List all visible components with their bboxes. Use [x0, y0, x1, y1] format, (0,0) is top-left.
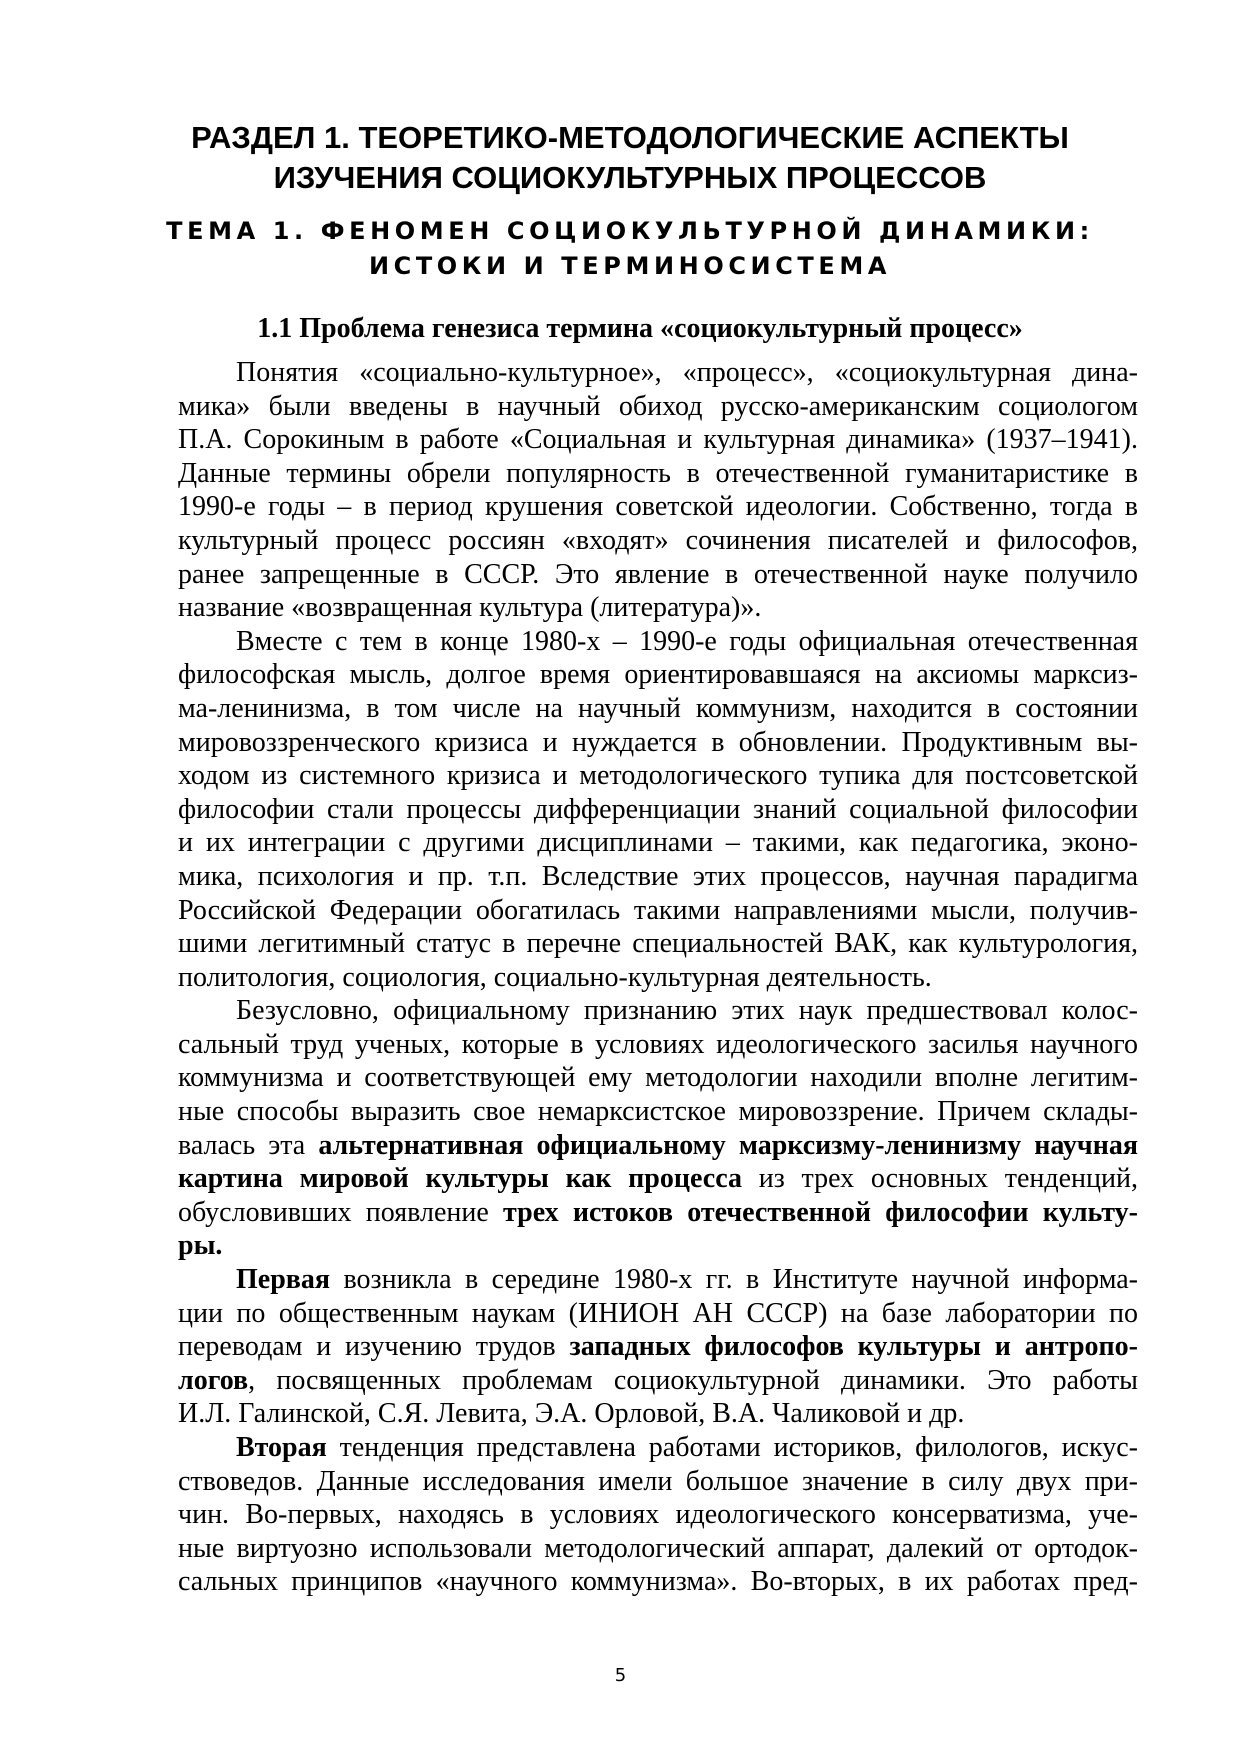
text-line: Вместе с тем в конце 1980-х – 1990-е годы официальная отечественная: [236, 625, 1138, 657]
text-line: Безусловно, официальному признанию этих наук предшествовал колос-: [236, 995, 1138, 1027]
text-line: философии стали процессы дифференциации знаний социальной философии: [178, 793, 1138, 825]
text-line: ствоведов. Данные исследования имели большое значение в силу двух при-: [178, 1465, 1138, 1497]
topic-title-line-2: ИСТОКИ И ТЕРМИНОСИСТЕМА: [368, 252, 892, 280]
emphasis-text: картина мировой культуры как процесса: [178, 1163, 742, 1195]
section-title-line-2: ИЗУЧЕНИЯ СОЦИОКУЛЬТУРНЫХ ПРОЦЕССОВ: [273, 160, 987, 195]
text-line: И.Л. Галинской, С.Я. Левита, Э.А. Орловой, В.А. Чаликовой и др.: [178, 1398, 965, 1430]
text-line: мика» были введены в научный обиход русско-американским социологом: [178, 390, 1138, 422]
text-line: и их интеграции с другими дисциплинами – такими, как педагогика, эконо-: [178, 827, 1138, 859]
text-line: [178, 1263, 1138, 1297]
emphasis-text: логов: [178, 1364, 249, 1396]
emphasis-text: западных философов культуры и антропо-: [569, 1331, 1138, 1363]
section-title-line-1: РАЗДЕЛ 1. ТЕОРЕТИКО-МЕТОДОЛОГИЧЕСКИЕ АСПЕКТЫ: [191, 120, 1069, 155]
text-line: ные виртуозно использовали методологический аппарат, далекий от ортодок-: [178, 1532, 1138, 1564]
text-run: , посвященных проблемам социокультурной динамики. Это работы: [248, 1364, 1138, 1396]
text-line: коммунизма и соответствующей ему методологии находили вполне легитим-: [178, 1062, 1138, 1094]
text-line: [178, 1229, 1138, 1263]
page-number: 5: [614, 1665, 627, 1686]
text-line: чин. Во-первых, находясь в условиях идеологического консерватизма, уче-: [178, 1499, 1138, 1531]
text-line: мировоззренческого кризиса и нуждается в обновлении. Продуктивным вы-: [178, 726, 1138, 758]
body-text: [178, 356, 1138, 1599]
text-line: философская мысль, долгое время ориентировавшаяся на аксиомы марксиз-: [178, 659, 1138, 691]
text-line: [178, 1330, 1138, 1364]
text-line: политология, социология, социально-культурная деятельность.: [178, 961, 932, 993]
text-run: переводам и изучению трудов: [178, 1331, 570, 1363]
subsection-title: 1.1 Проблема генезиса термина «социокультурный процесс»: [257, 313, 1023, 344]
text-line: [178, 1364, 1138, 1398]
text-line: [178, 1162, 1138, 1196]
emphasis-text: Вторая: [236, 1432, 327, 1463]
emphasis-text: альтернативная официальному марксизму-ленинизму научная: [318, 1129, 1138, 1161]
text-run: обусловивших появление: [178, 1196, 504, 1228]
text-line: П.А. Сорокиным в работе «Социальная и культурная динамика» (1937–1941).: [178, 424, 1138, 456]
text-run: возникла в середине 1980-х гг. в Институте научной информа-: [330, 1264, 1138, 1296]
text-line: Российской Федерации обогатилась такими направлениями мысли, получив-: [178, 894, 1138, 926]
text-line: культурный процесс россиян «входят» сочинения писателей и философов,: [178, 524, 1138, 556]
text-line: [178, 1431, 1138, 1465]
topic-title: [150, 214, 1110, 284]
text-run: валась эта: [178, 1129, 319, 1161]
text-line: название «возвращенная культура (литература)».: [178, 592, 762, 624]
section-title: [150, 118, 1110, 198]
text-line: Данные термины обрели популярность в отечественной гуманитаристике в: [178, 457, 1138, 489]
topic-title-line-1: ТЕМА 1. ФЕНОМЕН СОЦИОКУЛЬТУРНОЙ ДИНАМИКИ:: [166, 217, 1094, 245]
text-line: мика, психология и пр. т.п. Вследствие этих процессов, научная парадигма: [178, 860, 1138, 892]
text-line: сальных принципов «научного коммунизма». Во-вторых, в их работах пред-: [178, 1566, 1138, 1598]
text-line: [178, 1129, 1138, 1163]
text-run: тенденция представлена работами историков, филологов, искус-: [326, 1432, 1138, 1463]
emphasis-text: Первая: [236, 1264, 331, 1296]
text-line: ранее запрещенные в СССР. Это явление в отечественной науке получило: [178, 558, 1138, 590]
emphasis-text: трех истоков отечественной философии культу-: [503, 1196, 1139, 1228]
text-line: [178, 1196, 1138, 1230]
text-run: из трех основных тенденций,: [741, 1163, 1138, 1195]
text-line: 1990-е годы – в период крушения советской идеологии. Собственно, тогда в: [178, 491, 1138, 523]
text-line: сальный труд ученых, которые в условиях идеологического засилья научного: [178, 1028, 1138, 1060]
emphasis-text: ры.: [178, 1230, 223, 1262]
text-line: ходом из системного кризиса и методологического тупика для постсоветской: [178, 760, 1138, 792]
text-line: ма-ленинизма, в том числе на научный коммунизм, находится в состоянии: [178, 692, 1138, 724]
text-line: ные способы выразить свое немарксистское мировоззрение. Причем склады-: [178, 1096, 1138, 1128]
text-line: шими легитимный статус в перечне специальностей ВАК, как культурология,: [178, 928, 1138, 960]
text-line: ции по общественным наукам (ИНИОН АН СССР) на базе лаборатории по: [178, 1297, 1138, 1329]
text-line: Понятия «социально-культурное», «процесс», «социокультурная дина-: [236, 357, 1138, 388]
